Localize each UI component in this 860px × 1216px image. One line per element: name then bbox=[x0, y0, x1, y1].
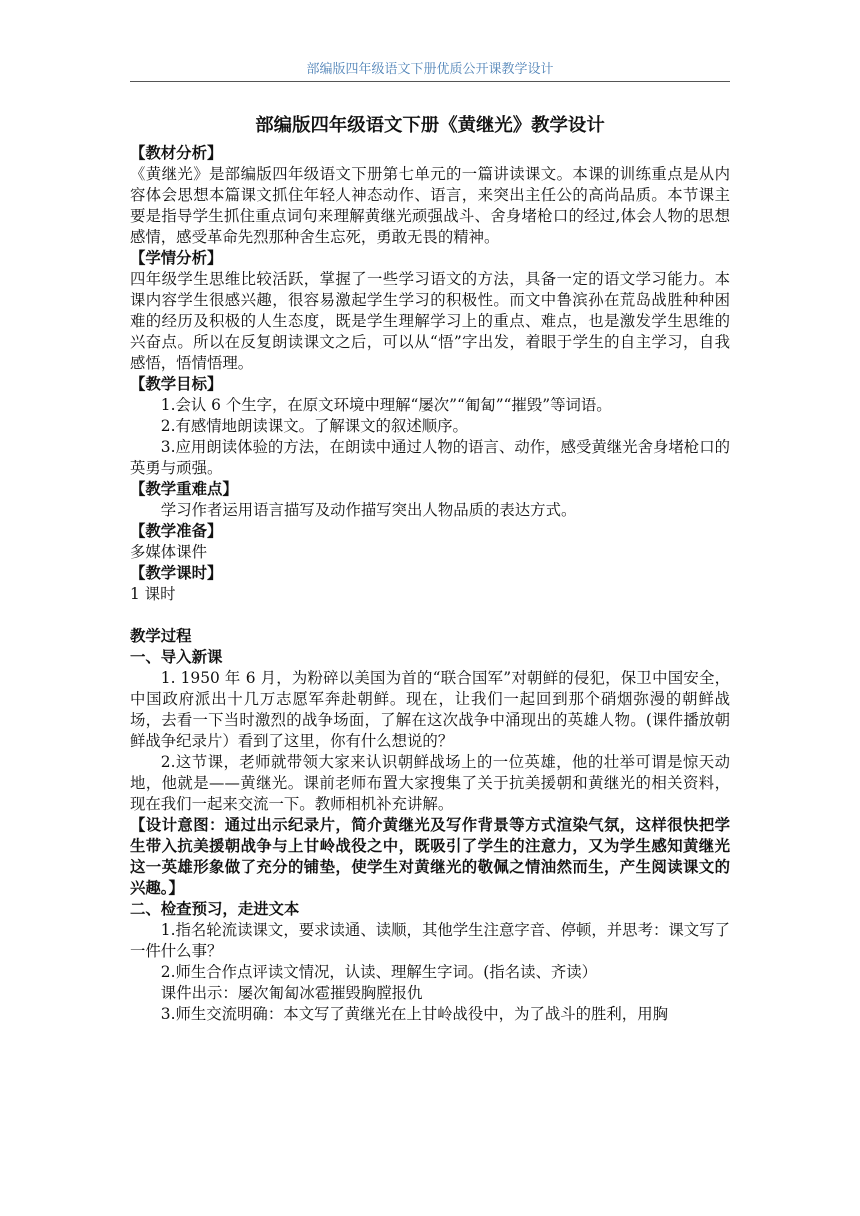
teaching-goal-1: 1.会认 6 个生字，在原文环境中理解“屡次”“匍匐”“摧毁”等词语。 bbox=[160, 396, 612, 414]
preparation-text: 多媒体课件 bbox=[130, 543, 207, 561]
document-body bbox=[130, 112, 730, 1025]
section-2-paragraph-1: 1.指名轮流读课文，要求读通、读顺，其他学生注意字音、停顿，并思考：课文写了一件什么事？ bbox=[130, 921, 730, 960]
teaching-goal-2: 2.有感情地朗读课文。了解课文的叙述顺序。 bbox=[160, 417, 468, 435]
section-2-heading: 二、检查预习，走进文本 bbox=[130, 900, 300, 918]
section-1-paragraph-2: 2.这节课，老师就带领大家来认识朝鲜战场上的一位英雄，他的壮举可谓是惊天动地，他就是——黄继光。课前老师布置大家搜集了关于抗美援朝和黄继光的相关资料，现在我们一起来交流一下。教师相机补充讲解。 bbox=[130, 753, 730, 813]
section-heading-textbook-analysis: 【教材分析】 bbox=[130, 144, 223, 162]
key-points-text: 学习作者运用语言描写及动作描写突出人物品质的表达方式。 bbox=[160, 501, 577, 519]
section-2-paragraph-3: 课件出示：屡次匍匐冰雹摧毁胸膛报仇 bbox=[160, 984, 423, 1002]
section-2-paragraph-4: 3.师生交流明确：本文写了黄继光在上甘岭战役中，为了战斗的胜利，用胸 bbox=[160, 1005, 668, 1023]
section-2-paragraph-2: 2.师生合作点评读文情况，认读、理解生字词。(指名读、齐读） bbox=[160, 963, 598, 981]
student-analysis-text: 四年级学生思维比较活跃，掌握了一些学习语文的方法，具备一定的语文学习能力。本课内容学生很感兴趣，很容易激起学生学习的积极性。而文中鲁滨孙在荒岛战胜种种困难的经历及积极的人生态度，既是学生理解学习上的重点、难点，也是激发学生思维的兴奋点。所以在反复朗读课文之后，可以从“悟”字出发，着眼于学生的自主学习，自我感悟，悟情悟理。 bbox=[130, 270, 730, 372]
header-rule bbox=[130, 81, 730, 82]
design-intent-note: 【设计意图：通过出示纪录片，简介黄继光及写作背景等方式渲染气氛，这样很快把学生带入抗美援朝战争与上甘岭战役之中，既吸引了学生的注意力，又为学生感知黄继光这一英雄形象做了充分的铺垫，使学生对黄继光的敬佩之情油然而生，产生阅读课文的兴趣。】 bbox=[130, 816, 730, 897]
textbook-analysis-text: 《黄继光》是部编版四年级语文下册第七单元的一篇讲读课文。本课的训练重点是从内容体会思想本篇课文抓住年轻人神态动作、语言，来突出主任公的高尚品质。本节课主要是指导学生抓住重点词句来理解黄继光顽强战斗、舍身堵枪口的经过,体会人物的思想感情，感受革命先烈那种舍生忘死，勇敢无畏的精神。 bbox=[130, 165, 730, 246]
section-heading-preparation: 【教学准备】 bbox=[130, 522, 223, 540]
running-header: 部编版四年级语文下册优质公开课教学设计 bbox=[306, 62, 554, 77]
document-title: 部编版四年级语文下册《黄继光》教学设计 bbox=[255, 115, 605, 136]
teaching-goal-3: 3.应用朗读体验的方法，在朗读中通过人物的语言、动作，感受黄继光舍身堵枪口的英勇与顽强。 bbox=[130, 438, 730, 477]
section-1-paragraph-1: 1. 1950 年 6 月，为粉碎以美国为首的“联合国军”对朝鲜的侵犯，保卫中国安全，中国政府派出十几万志愿军奔赴朝鲜。现在，让我们一起回到那个硝烟弥漫的朝鲜战场，去看一下当时激烈的战争场面，了解在这次战争中涌现出的英雄人物。(课件播放朝鲜战争纪录片）看到了这里，你有什么想说的？ bbox=[130, 669, 730, 750]
class-hours-text: 1 课时 bbox=[130, 585, 176, 603]
section-heading-student-analysis: 【学情分析】 bbox=[130, 249, 223, 267]
process-heading: 教学过程 bbox=[130, 627, 192, 645]
section-heading-key-points: 【教学重难点】 bbox=[130, 480, 238, 498]
section-1-heading: 一、导入新课 bbox=[130, 648, 223, 666]
section-heading-class-hours: 【教学课时】 bbox=[130, 564, 223, 582]
section-heading-teaching-goals: 【教学目标】 bbox=[130, 375, 223, 393]
spacer bbox=[130, 605, 730, 626]
